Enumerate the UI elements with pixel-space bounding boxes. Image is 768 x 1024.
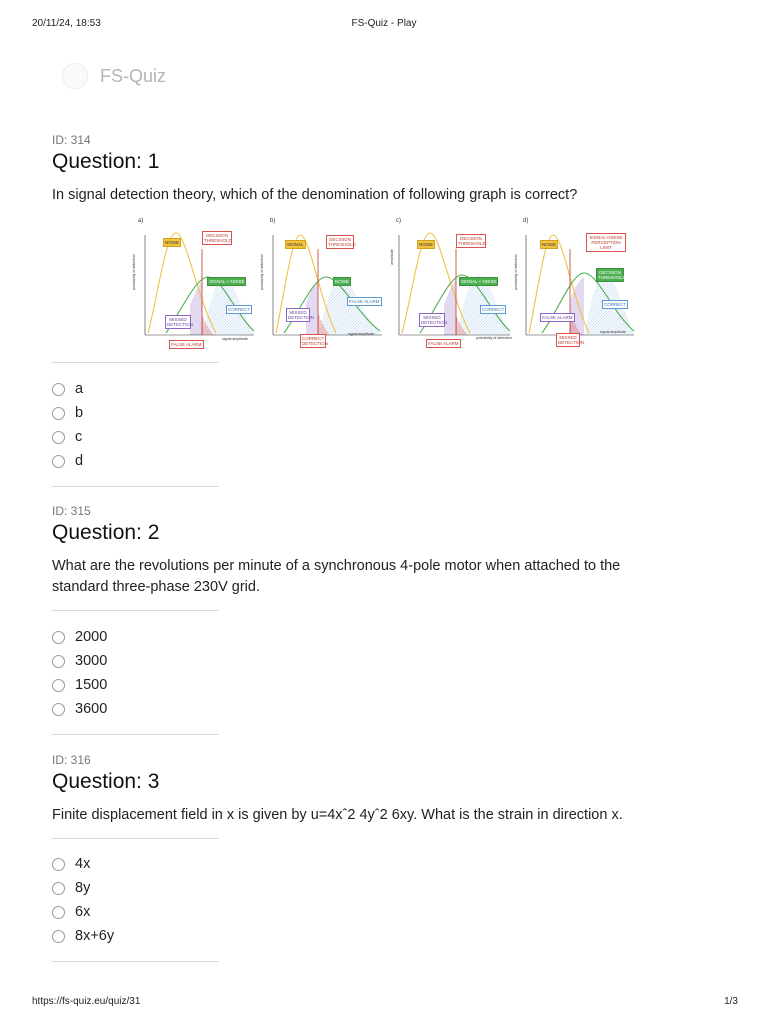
question-text: Finite displacement field in x is given by u=4xˆ2 4yˆ2 6xy. What is the strain in direction x. (52, 807, 623, 823)
option-4x[interactable] (52, 852, 114, 876)
panel-letter: c) (396, 218, 401, 224)
question-title: Question: 2 (52, 521, 160, 544)
option-label: a (75, 381, 84, 397)
option-2000[interactable] (52, 625, 107, 649)
question-3 (52, 753, 712, 826)
label-missed-detection: MISSED DETECTION (558, 335, 585, 345)
figure-panel-a (131, 215, 261, 350)
question-text: In signal detection theory, which of the denomination of following graph is correct? (52, 187, 578, 203)
question-id: ID: 314 (52, 133, 91, 147)
option-3000[interactable] (52, 649, 107, 673)
figure-panel-d (513, 215, 643, 350)
question-3-options (52, 852, 114, 948)
radio-button[interactable] (52, 906, 65, 919)
radio-button[interactable] (52, 930, 65, 943)
label-missed-detection: MISSED DETECTION (288, 310, 315, 320)
divider (52, 362, 219, 363)
question-2-options (52, 625, 107, 721)
brand-logo-icon (62, 63, 88, 89)
label-signal-noise: SIGNAL + NOISE (461, 279, 497, 284)
question-title: Question: 1 (52, 150, 160, 173)
question-2 (52, 504, 712, 598)
figure-panel-b (259, 215, 389, 350)
y-axis-label: probability of detection (131, 254, 136, 290)
y-axis-label: probability of detection (259, 254, 264, 290)
radio-button[interactable] (52, 858, 65, 871)
label-correct: CORRECT (228, 307, 251, 312)
question-text-line-1: What are the revolutions per minute of a synchronous 4-pole motor when attached to the (52, 558, 621, 574)
option-3600[interactable] (52, 697, 107, 721)
option-label: d (75, 453, 84, 469)
label-correct-detection: CORRECT DETECTION (302, 336, 329, 346)
label-false-alarm: FALSE ALARM (171, 342, 202, 347)
question-1 (52, 133, 712, 206)
divider (52, 610, 219, 611)
label-decision-threshold: DECISION THRESHOLD (458, 236, 486, 246)
radio-button[interactable] (52, 431, 65, 444)
label-missed-detection: MISSED DETECTION (421, 315, 448, 325)
label-false-alarm: FALSE ALARM (542, 315, 573, 320)
panel-letter: b) (270, 218, 276, 224)
print-url: https://fs-quiz.eu/quiz/31 (32, 996, 141, 1007)
option-a[interactable] (52, 377, 83, 401)
question-id: ID: 315 (52, 504, 91, 518)
option-label: 2000 (75, 629, 108, 645)
radio-button[interactable] (52, 703, 65, 716)
option-label: 8y (75, 880, 91, 896)
brand[interactable] (62, 63, 166, 89)
label-noise: NOISE (542, 242, 557, 247)
divider (52, 734, 219, 735)
label-false-alarm: FALSE ALARM (349, 299, 380, 304)
radio-button[interactable] (52, 407, 65, 420)
label-noise: NOISE (335, 279, 350, 284)
label-decision-threshold: DECISION THRESHOLD (598, 270, 626, 280)
x-axis-label: signal amplitude (600, 330, 626, 334)
option-1500[interactable] (52, 673, 107, 697)
brand-name: FS-Quiz (100, 65, 167, 86)
x-axis-label: probability of detection (476, 336, 512, 340)
option-label: 8x+6y (75, 928, 115, 944)
question-text-line-2: standard three-phase 230V grid. (52, 579, 260, 595)
label-missed-detection: MISSED DETECTION (167, 317, 194, 327)
option-label: b (75, 405, 84, 421)
y-axis-label: amplitude (389, 249, 394, 265)
panel-letter: d) (523, 218, 529, 224)
option-8x-6y[interactable] (52, 924, 114, 948)
label-false-alarm: FALSE ALARM (428, 341, 459, 346)
radio-button[interactable] (52, 882, 65, 895)
option-label: 3600 (75, 701, 108, 717)
radio-button[interactable] (52, 631, 65, 644)
figure-panel-c (389, 215, 517, 350)
option-b[interactable] (52, 401, 83, 425)
option-label: 1500 (75, 677, 108, 693)
divider (52, 486, 219, 487)
label-decision-threshold: DECISION THRESHOLD (204, 233, 232, 243)
label-correct: CORRECT (482, 307, 505, 312)
question-1-options (52, 377, 83, 473)
label-signal-noise: SIGNAL + NOISE (209, 279, 245, 284)
print-page-number: 1/3 (724, 996, 738, 1007)
y-axis-label: probability of detection (513, 254, 518, 290)
question-id: ID: 316 (52, 753, 91, 767)
label-correct: CORRECT (604, 302, 627, 307)
option-label: 3000 (75, 653, 108, 669)
radio-button[interactable] (52, 679, 65, 692)
print-page-title: FS-Quiz - Play (351, 18, 417, 29)
option-c[interactable] (52, 425, 83, 449)
radio-button[interactable] (52, 655, 65, 668)
option-6x[interactable] (52, 900, 114, 924)
signal-detection-figure (131, 215, 636, 350)
x-axis-label: signal amplitude (222, 337, 248, 341)
x-axis-label: signal amplitude (348, 332, 374, 336)
panel-letter: a) (138, 218, 144, 224)
label-decision-threshold: DECISION THRESHOLD (328, 237, 356, 247)
option-8y[interactable] (52, 876, 114, 900)
option-d[interactable] (52, 449, 83, 473)
label-signal-noise-perception-limit: SIGNAL+NOISE PERCEPTION LIMIT (586, 233, 626, 252)
radio-button[interactable] (52, 383, 65, 396)
divider (52, 838, 219, 839)
option-label: 6x (75, 904, 91, 920)
divider (52, 961, 219, 962)
radio-button[interactable] (52, 455, 65, 468)
label-signal: SIGNAL (287, 242, 304, 247)
question-title: Question: 3 (52, 770, 160, 793)
print-datetime: 20/11/24, 18:53 (32, 18, 101, 29)
option-label: c (75, 429, 83, 445)
option-label: 4x (75, 856, 91, 872)
label-noise: NOISE (419, 242, 434, 247)
label-noise: NOISE (165, 240, 180, 245)
